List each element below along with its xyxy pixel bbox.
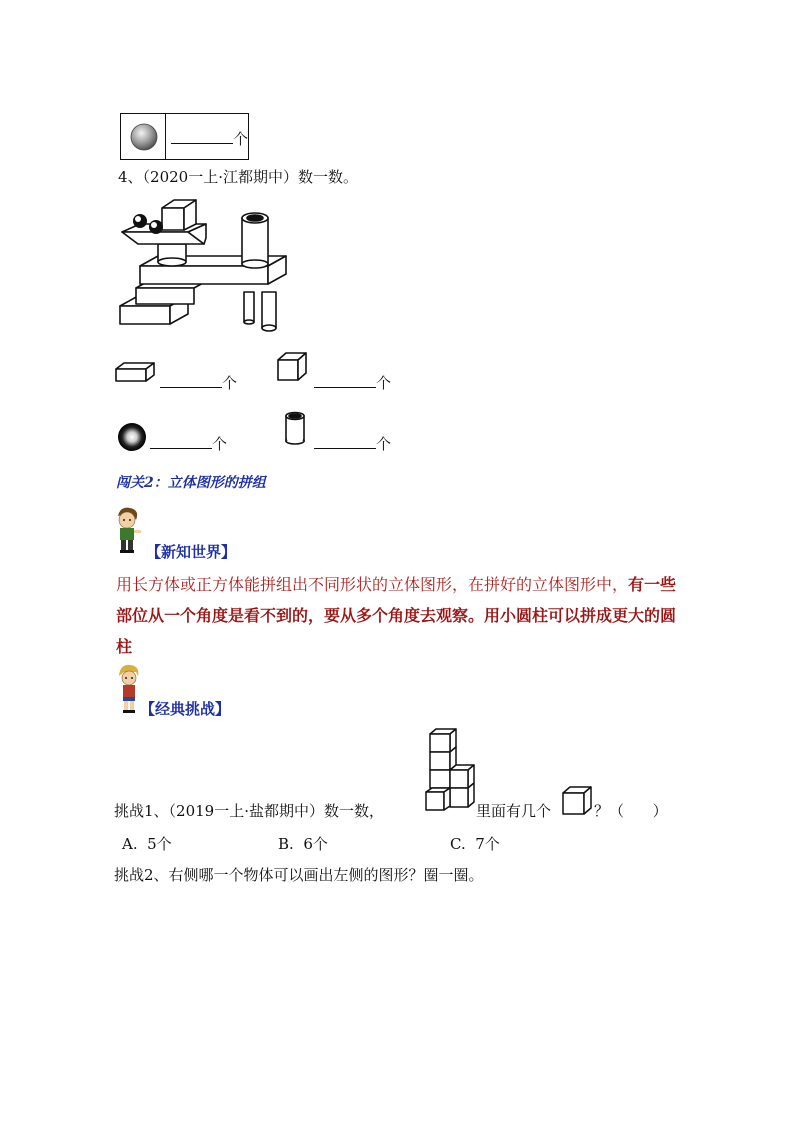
table-divider bbox=[165, 114, 166, 159]
section-2-heading: 闯关2：立体图形的拼组 bbox=[116, 475, 266, 491]
unit-label: 个 bbox=[222, 374, 238, 392]
option-a[interactable]: A. 5个 bbox=[122, 835, 172, 853]
cylinder-count-blank[interactable] bbox=[314, 434, 376, 449]
sphere-icon bbox=[129, 122, 159, 152]
sphere-count-blank[interactable] bbox=[150, 434, 212, 449]
cylinder-icon bbox=[284, 411, 306, 445]
question-4-title: 4、（2020一上·江都期中）数一数。 bbox=[118, 168, 358, 186]
cuboid-icon bbox=[114, 361, 158, 383]
cartoon-boy-icon bbox=[112, 506, 144, 554]
cartoon-girl-icon bbox=[116, 664, 142, 714]
new-knowledge-tag: 【新知世界】 bbox=[146, 543, 237, 561]
stacked-shapes-figure bbox=[116, 196, 296, 336]
cube-stack-figure bbox=[424, 728, 476, 812]
new-knowledge-line-3: 柱 bbox=[116, 637, 133, 656]
cube-icon bbox=[276, 350, 308, 382]
unit-label: 个 bbox=[376, 374, 392, 392]
option-b[interactable]: B. 6个 bbox=[278, 835, 328, 853]
unit-label: 个 bbox=[376, 435, 392, 453]
challenge-1-answer-bracket[interactable]: ？（ ） bbox=[594, 802, 668, 820]
sphere-count-table bbox=[120, 113, 249, 160]
new-knowledge-line-2: 部位从一个角度是看不到的，要从多个角度去观察。用小圆柱可以拼成更大的圆 bbox=[116, 606, 677, 625]
sphere-icon bbox=[116, 421, 148, 453]
unit-label: 个 bbox=[212, 435, 228, 453]
answer-blank[interactable] bbox=[171, 129, 233, 144]
challenge-1-prefix: 挑战1、（2019一上·盐都期中）数一数， bbox=[114, 802, 384, 820]
cube-count-blank[interactable] bbox=[314, 373, 376, 388]
new-knowledge-line-1: 用长方体或正方体能拼组出不同形状的立体图形，在拼好的立体图形中，有一些 bbox=[116, 575, 677, 594]
unit-label: 个 bbox=[233, 130, 249, 148]
cube-icon bbox=[561, 784, 593, 816]
option-c[interactable]: C. 7个 bbox=[450, 835, 500, 853]
challenge-1-middle: 里面有几个 bbox=[476, 802, 552, 820]
cuboid-count-blank[interactable] bbox=[160, 373, 222, 388]
challenge-2-text: 挑战2、右侧哪一个物体可以画出左侧的图形？圈一圈。 bbox=[114, 866, 484, 884]
classic-challenge-tag: 【经典挑战】 bbox=[140, 700, 231, 718]
